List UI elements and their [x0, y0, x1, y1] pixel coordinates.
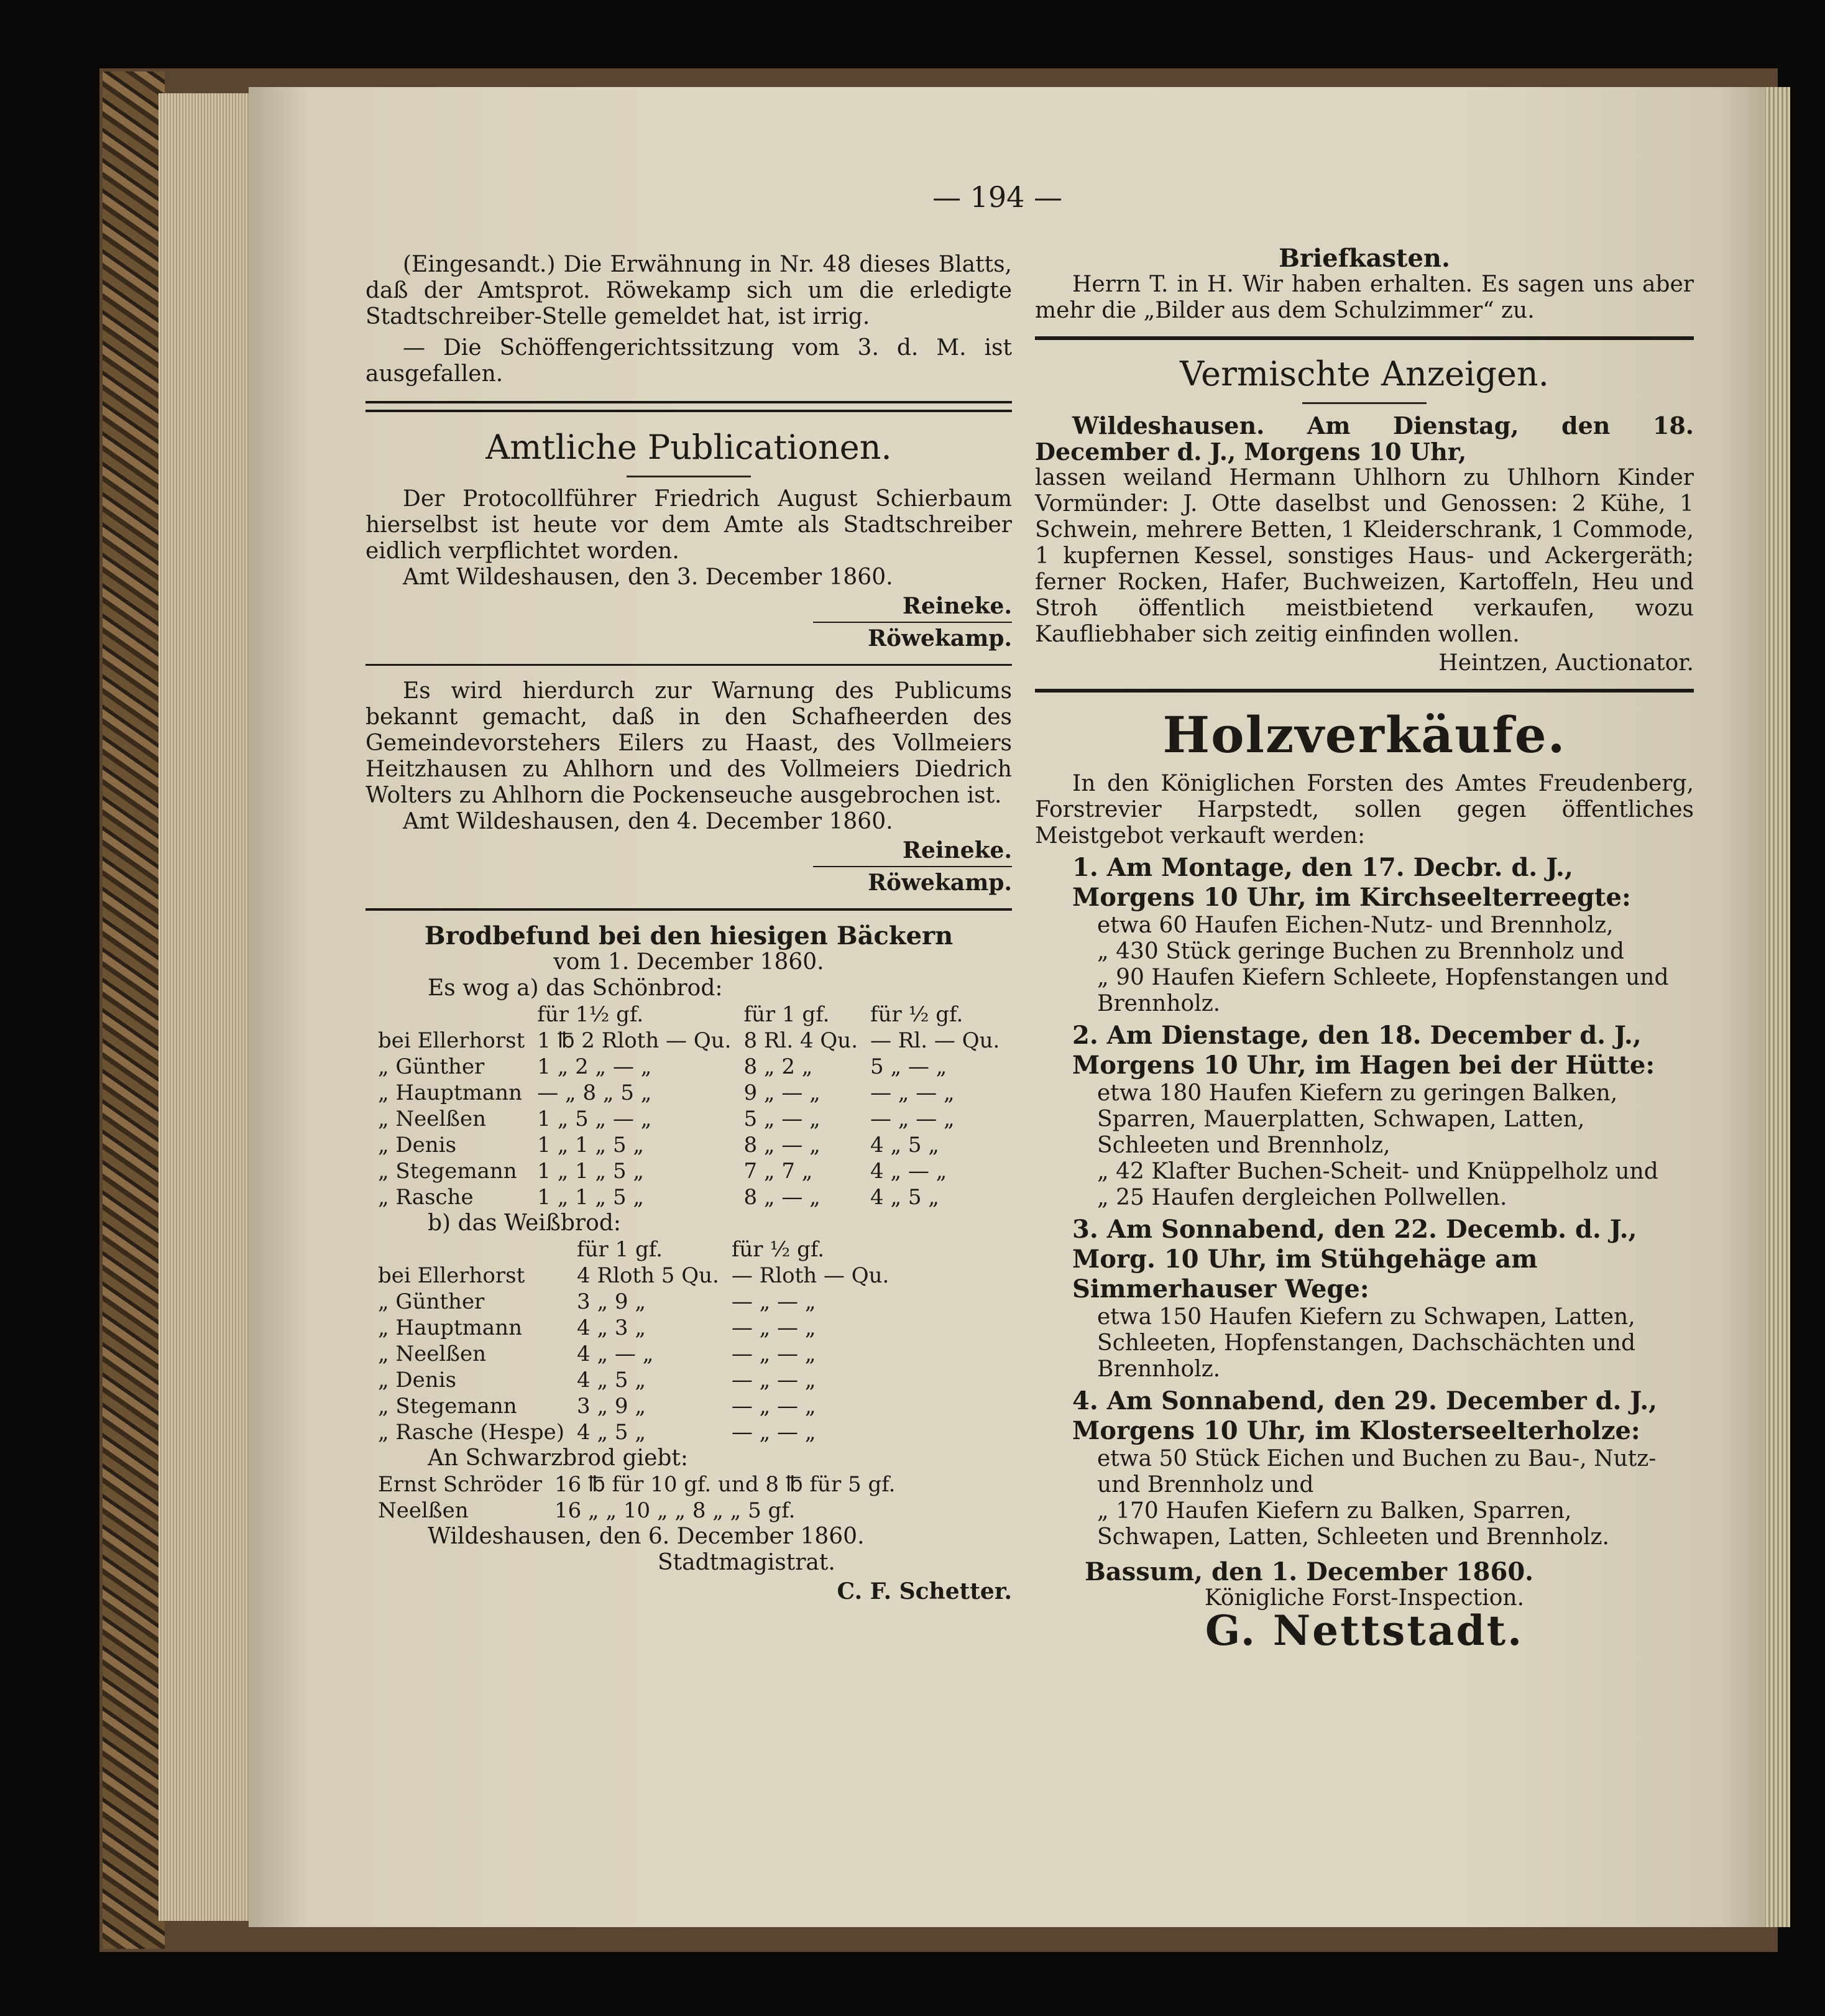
table-cell: — „ — „ — [731, 1315, 816, 1340]
table-cell: 4 Rloth 5 Qu. — [577, 1263, 719, 1288]
sale-4-title: 4. Am Sonnabend, den 29. December d. J., Morgens 10 Uhr, im Klosterseelterholze: — [1072, 1386, 1658, 1445]
sale-2-line: „ 25 Haufen dergleichen Pollwellen. — [1097, 1185, 1507, 1210]
bread-office: Stadtmagistrat. — [658, 1550, 835, 1575]
auction-signature: Heintzen, Auctionator. — [1438, 650, 1694, 676]
table-cell: 8 „ — „ — [743, 1133, 821, 1158]
table-header-row — [372, 1001, 1006, 1028]
left-column — [365, 252, 1012, 1607]
table-cell: 1 „ 1 „ 5 „ — [537, 1185, 645, 1210]
table-cell: „ Neelßen — [378, 1342, 487, 1366]
table-cell: — Rl. — Qu. — [870, 1028, 1000, 1053]
bread-heading: Brodbefund bei den hiesigen Bäckern — [424, 921, 954, 950]
bread-signature: C. F. Schetter. — [837, 1578, 1012, 1604]
auction-text: lassen weiland Hermann Uhlhorn zu Uhlhorn Kinder Vormünder: J. Otte daselbst und Genossen: 2 Kühe, 1 Schwein, mehrere Betten, 1 Kleiderschrank, 1 Commode, 1 kupfernen Kessel, sonstiges Haus- und Ackergeräth; ferner Rocken, Hafer, Buchweizen, Kartoffeln, Heu und Stroh öffentlich meistbietend verkaufen, wozu Kaufliebhaber sich zeitig einfinden wollen. — [1035, 465, 1694, 647]
auction-lead: Wildeshausen. Am Dienstag, den 18. December d. J., Morgens 10 Uhr, — [1035, 412, 1694, 466]
table-cell: — „ 8 „ 5 „ — [537, 1080, 652, 1105]
official-heading: Amtliche Publicationen. — [485, 428, 892, 467]
table-cell: „ Rasche (Hespe) — [378, 1420, 565, 1445]
marbled-edge — [103, 71, 165, 1949]
publication-1-signature-2: Röwekamp. — [868, 625, 1012, 651]
table-cell: — „ — „ — [731, 1368, 816, 1392]
table-cell: 4 „ 5 „ — [870, 1133, 939, 1158]
black-bread-label: An Schwarzbrod giebt: — [428, 1445, 689, 1471]
table-header — [372, 1001, 531, 1028]
sale-2-line: „ 42 Klafter Buchen-Scheit- und Knüppelholz und — [1097, 1159, 1658, 1184]
table-cell: 7 „ 7 „ — [743, 1159, 813, 1184]
table-cell: „ Stegemann — [378, 1394, 517, 1419]
table-cell: Neelßen — [378, 1498, 469, 1523]
table-row — [372, 1498, 901, 1524]
publication-2-signature-1: Reineke. — [813, 837, 1012, 867]
table-cell: 16 „ „ 10 „ „ 8 „ „ 5 gf. — [554, 1498, 796, 1523]
table-row — [372, 1054, 1006, 1080]
publication-2-text: Es wird hierdurch zur Warnung des Publicums bekannt gemacht, daß in den Schafheerden des Gemeindevorstehers Eilers zu Haast, des Vollmeiers Heitzhausen zu Ahlhorn und des Vollmeiers Diedrich Wolters zu Ahlhorn die Pockenseuche ausgebrochen ist. — [365, 678, 1012, 808]
bread-a-label: Es wog a) das Schönbrod: — [428, 975, 723, 1001]
wood-signature: G. Nettstadt. — [1205, 1606, 1524, 1655]
table-header: für 1½ gf. — [537, 1002, 644, 1027]
bread-date: vom 1. December 1860. — [553, 949, 824, 975]
table-row — [372, 1315, 895, 1341]
heading-rule — [627, 476, 751, 477]
table-cell: 3 „ 9 „ — [577, 1394, 646, 1419]
table-cell: bei Ellerhorst — [378, 1263, 525, 1288]
table-cell: 4 „ 5 „ — [870, 1185, 939, 1210]
divider — [1035, 336, 1694, 340]
table-cell: — „ — „ — [731, 1394, 816, 1419]
table-cell: — „ — „ — [731, 1342, 816, 1366]
publication-1-signature-1: Reineke. — [813, 593, 1012, 623]
publication-1-text: Der Protocollführer Friedrich August Schierbaum hierselbst ist heute vor dem Amte als Stadtschreiber eidlich verpflichtet worden. — [365, 486, 1012, 564]
publication-1-place: Amt Wildeshausen, den 3. December 1860. — [403, 564, 893, 590]
table-cell: „ Günther — [378, 1289, 485, 1314]
table-row — [372, 1132, 1006, 1158]
table-cell: 1 ℔ 2 Rloth — Qu. — [537, 1028, 732, 1053]
sale-4-line: etwa 50 Stück Eichen und Buchen zu Bau-, Nutz- und Brennholz und — [1097, 1446, 1657, 1498]
table-cell: 4 „ — „ — [870, 1159, 947, 1184]
publication-2-place: Amt Wildeshausen, den 4. December 1860. — [403, 809, 893, 834]
table-row — [372, 1341, 895, 1367]
table-cell: — „ — „ — [731, 1289, 816, 1314]
table-cell: 4 „ — „ — [577, 1342, 654, 1366]
bread-place: Wildeshausen, den 6. December 1860. — [428, 1524, 865, 1549]
black-bread-table — [372, 1471, 901, 1524]
table-cell: 5 „ — „ — [870, 1054, 947, 1079]
table-cell: „ Hauptmann — [378, 1315, 522, 1340]
heading-rule — [1302, 402, 1427, 404]
table-cell: „ Stegemann — [378, 1159, 517, 1184]
table-row — [372, 1471, 901, 1498]
table-cell: bei Ellerhorst — [378, 1028, 525, 1053]
divider — [365, 664, 1012, 666]
sale-1-line: „ 430 Stück geringe Buchen zu Brennholz und — [1097, 939, 1625, 964]
sale-2-title: 2. Am Dienstage, den 18. December d. J., Morgens 10 Uhr, im Hagen bei der Hütte: — [1072, 1021, 1655, 1080]
table-row — [372, 1367, 895, 1393]
table-cell: — „ — „ — [870, 1107, 955, 1131]
right-column — [1035, 244, 1694, 1655]
section-divider — [365, 401, 1012, 412]
table-cell: 4 „ 5 „ — [577, 1368, 646, 1392]
table-row — [372, 1158, 1006, 1184]
table-cell: 5 „ — „ — [743, 1107, 821, 1131]
table-cell: „ Neelßen — [378, 1107, 487, 1131]
sale-1-line: „ 90 Haufen Kiefern Schleete, Hopfenstangen und Brennholz. — [1097, 965, 1669, 1016]
table-header — [372, 1236, 571, 1263]
wood-place: Bassum, den 1. December 1860. — [1085, 1557, 1534, 1586]
divider — [1035, 689, 1694, 693]
table-cell: 8 Rl. 4 Qu. — [743, 1028, 858, 1053]
table-cell: 1 „ 5 „ — „ — [537, 1107, 652, 1131]
page-number: — 194 — — [932, 180, 1063, 214]
notice-court: — Die Schöffengerichtssitzung vom 3. d. M. ist ausgefallen. — [365, 335, 1012, 387]
notice-submitted: (Eingesandt.) Die Erwähnung in Nr. 48 dieses Blatts, daß der Amtsprot. Röwekamp sich um die erledigte Stadtschreiber-Stelle gemeldet hat, ist irrig. — [365, 252, 1012, 329]
table-cell: 4 „ 5 „ — [577, 1420, 646, 1445]
table-cell: 8 „ 2 „ — [743, 1054, 813, 1079]
sale-3-line: etwa 150 Haufen Kiefern zu Schwapen, Latten, Schleeten, Hopfenstangen, Dachschächten und Brennholz. — [1097, 1304, 1636, 1382]
table-cell: 9 „ — „ — [743, 1080, 821, 1105]
table-row — [372, 1106, 1006, 1132]
table-row — [372, 1184, 1006, 1210]
table-header: für ½ gf. — [870, 1002, 963, 1027]
misc-ads-heading: Vermischte Anzeigen. — [1180, 354, 1549, 394]
table-cell: 1 „ 1 „ 5 „ — [537, 1133, 645, 1158]
table-cell: 16 ℔ für 10 gf. und 8 ℔ für 5 gf. — [554, 1472, 896, 1497]
table-row — [372, 1393, 895, 1419]
table-row — [372, 1263, 895, 1289]
wood-sales-heading: Holzverkäufe. — [1162, 706, 1566, 764]
divider — [365, 908, 1012, 911]
table-row — [372, 1419, 895, 1445]
table-header-row — [372, 1236, 895, 1263]
bread-b-label: b) das Weißbrod: — [428, 1210, 621, 1236]
letterbox-heading: Briefkasten. — [1279, 244, 1450, 273]
table-cell: „ Denis — [378, 1368, 457, 1392]
page-stack-left — [159, 93, 258, 1921]
table-header: für ½ gf. — [731, 1237, 825, 1262]
table-cell: „ Rasche — [378, 1185, 474, 1210]
table-header: für 1 gf. — [743, 1002, 830, 1027]
table-cell: 3 „ 9 „ — [577, 1289, 646, 1314]
table-cell: — Rloth — Qu. — [731, 1263, 890, 1288]
table-row — [372, 1028, 1006, 1054]
table-cell: Ernst Schröder — [378, 1472, 542, 1497]
table-cell: 4 „ 3 „ — [577, 1315, 646, 1340]
table-row — [372, 1289, 895, 1315]
table-cell: 1 „ 2 „ — „ — [537, 1054, 652, 1079]
table-cell: — „ — „ — [731, 1420, 816, 1445]
table-cell: 8 „ — „ — [743, 1185, 821, 1210]
sale-3-title: 3. Am Sonnabend, den 22. Decemb. d. J., Morg. 10 Uhr, im Stühgehäge am Simmerhauser Wege: — [1072, 1215, 1637, 1304]
publication-2-signature-2: Röwekamp. — [868, 870, 1012, 896]
table-cell: 1 „ 1 „ 5 „ — [537, 1159, 645, 1184]
table-row — [372, 1080, 1006, 1106]
sale-2-line: etwa 180 Haufen Kiefern zu geringen Balken, Sparren, Mauerplatten, Schwapen, Latten, Schleeten und Brennholz, — [1097, 1080, 1618, 1158]
sale-1-line: etwa 60 Haufen Eichen-Nutz- und Brennholz, — [1097, 913, 1614, 938]
table-header: für 1 gf. — [577, 1237, 663, 1262]
bread-table-a — [372, 1001, 1006, 1210]
bread-table-b — [372, 1236, 895, 1445]
wood-office: Königliche Forst-Inspection. — [1204, 1585, 1525, 1611]
table-cell: „ Denis — [378, 1133, 457, 1158]
table-cell: „ Hauptmann — [378, 1080, 522, 1105]
wood-sales-intro: In den Königlichen Forsten des Amtes Freudenberg, Forstrevier Harpstedt, sollen gegen öffentliches Meistgebot verkauft werden: — [1035, 771, 1694, 849]
letterbox-text: Herrn T. in H. Wir haben erhalten. Es sagen uns aber mehr die „Bilder aus dem Schulzimmer“ zu. — [1035, 272, 1694, 323]
sale-1-title: 1. Am Montage, den 17. Decbr. d. J., Morgens 10 Uhr, im Kirchseelterreegte: — [1072, 853, 1631, 912]
table-cell: — „ — „ — [870, 1080, 955, 1105]
table-cell: „ Günther — [378, 1054, 485, 1079]
sale-4-line: „ 170 Haufen Kiefern zu Balken, Sparren, Schwapen, Latten, Schleeten und Brennholz. — [1097, 1498, 1609, 1550]
